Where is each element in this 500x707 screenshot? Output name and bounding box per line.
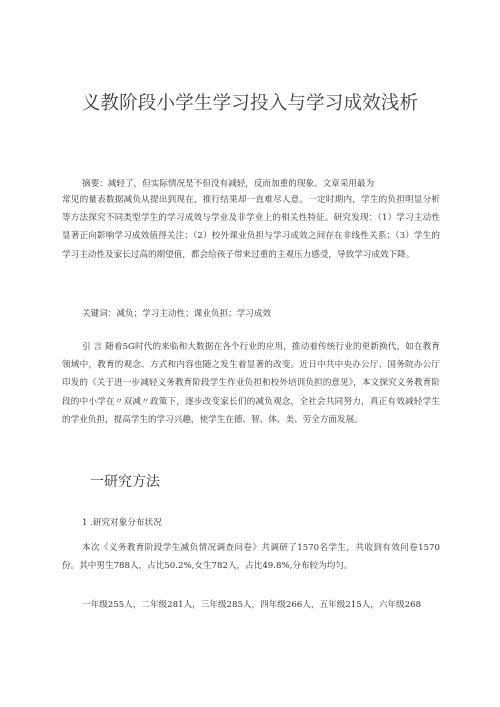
survey-paragraph: 本次《义务教育阶段学生减负情况调查问卷》共调研了1570名学生，共收到有效问卷1570份。其中男生788人，占比50.2%,女生782人，占比49.8%,分布较为均匀。 [62, 543, 440, 572]
grades-paragraph: 一年级255人，二年级281人，三年级285人，四年级266人，五年级215人，六年级268 [82, 600, 422, 610]
introduction-paragraph: 引 言 随着5G时代的来临和大数据在各个行业的应用，推动着传统行业的更新换代，如在教育领域中，教育的观念、方式和内容也随之发生着显著的改变。近日中共中央办公厅、国务院办公厅印发的《关于进一步减轻义务教育阶段学生作业负担和校外培训负担的意见》，本文探究义务教育阶段的中小学在〃双减〃政策下，逐步改变家长们的减负观念，全社会共同努力，真正有效减轻学生的学业负担，提高学生的学习兴趣，使学生在德、智、体、美、劳全方面发展。 [62, 342, 440, 425]
keywords: 关键词：减负；学习主动性；课业负担；学习成效 [82, 309, 272, 319]
abstract-first-line: 摘要：减轻了，但实际情况是不但没有减轻，反而加重的现象。文章采用最为 [82, 179, 375, 189]
section-heading-methods: 一研究方法 [90, 474, 160, 490]
abstract-body: 常见的量表数据减负从提出到现在，推行结果却一直难尽人意。一定时期内，学生的负担明显分析等方法探究不同类型学生的学习成效与学业及非学业上的相关性特征。研究发现：（1）学习主动性显著正向影响学习成效值得关注；（2）校外课业负担与学习成效之间存在非线性关系；（3）学生的学习主动性及家长过高的期望值，都会给孩子带来过重的主观压力感受，导致学习成效下降。 [62, 195, 440, 260]
subsection-heading-distribution: 1 .研究对象分布状况 [82, 518, 162, 528]
page-title: 义教阶段小学生学习投入与学习成效浅析 [81, 93, 419, 114]
